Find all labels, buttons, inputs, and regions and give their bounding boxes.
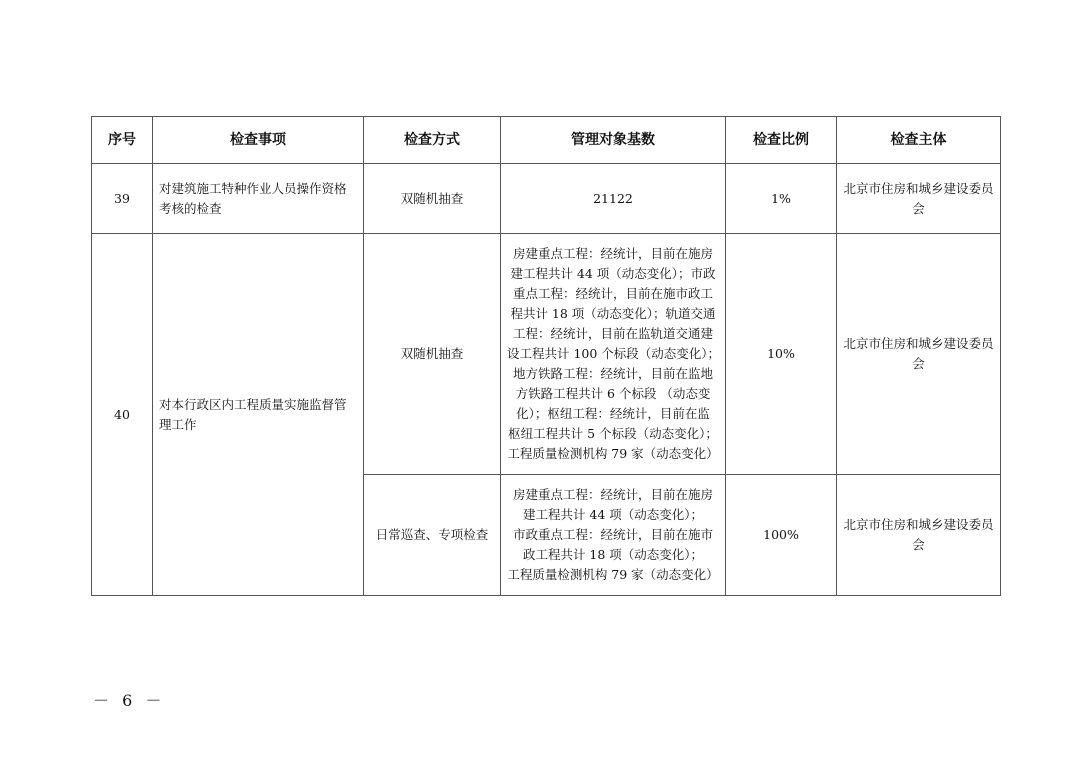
basis-line: 方铁路工程共计 6 个标段 （动态变 (515, 386, 711, 401)
row-management-basis (501, 164, 726, 234)
basis-line: 重点工程：经统计，目前在施市政工 (512, 286, 713, 301)
header-inspection-method: 检查方式 (364, 117, 501, 164)
row-inspection-agency: 北京市住房和城乡建设委员会 (837, 475, 1001, 596)
row-serial-number: 39 (92, 164, 153, 234)
basis-line: 房建重点工程：经统计，目前在施房 (512, 246, 713, 261)
row-management-basis (501, 475, 726, 596)
row-inspection-method: 双随机抽查 (364, 164, 501, 234)
row-inspection-agency: 北京市住房和城乡建设委员会 (837, 234, 1001, 475)
row-inspection-ratio: 1% (726, 164, 837, 234)
basis-line: 政工程共计 18 项（动态变化）； (522, 547, 704, 562)
row-inspection-ratio: 100% (726, 475, 837, 596)
basis-line: 地方铁路工程：经统计，目前在监地 (512, 366, 713, 381)
row-inspection-item: 对建筑施工特种作业人员操作资格考核的检查 (153, 164, 364, 234)
basis-line: 程共计 18 项（动态变化）；轨道交通 (510, 306, 716, 321)
basis-line: 建工程共计 44 项（动态变化）；市政 (510, 266, 716, 281)
row-management-basis (501, 234, 726, 475)
header-management-basis: 管理对象基数 (501, 117, 726, 164)
basis-line: 房建重点工程：经统计，目前在施房 (512, 487, 713, 502)
row-inspection-item: 对本行政区内工程质量实施监督管理工作 (153, 234, 364, 596)
basis-line: 工程质量检测机构 79 家（动态变化） (507, 446, 719, 461)
page-number: － 6 － (93, 691, 166, 710)
row-inspection-ratio: 10% (726, 234, 837, 475)
basis-line: 设工程共计 100 个标段（动态变化）； (507, 346, 721, 361)
row-inspection-agency: 北京市住房和城乡建设委员会 (837, 164, 1001, 234)
row-inspection-method: 双随机抽查 (364, 234, 501, 475)
header-inspection-ratio: 检查比例 (726, 117, 837, 164)
inspection-table (91, 116, 1001, 596)
header-serial-number: 序号 (92, 117, 153, 164)
row-inspection-method: 日常巡查、专项检查 (364, 475, 501, 596)
basis-line: 工程：经统计，目前在监轨道交通建 (512, 326, 713, 341)
table-row (92, 164, 1001, 234)
row-serial-number: 40 (92, 234, 153, 596)
basis-line: 21122 (593, 190, 633, 206)
basis-line: 建工程共计 44 项（动态变化）； (522, 507, 704, 522)
header-inspection-item: 检查事项 (153, 117, 364, 164)
table-row (92, 234, 1001, 475)
header-inspection-agency: 检查主体 (837, 117, 1001, 164)
basis-line: 工程质量检测机构 79 家（动态变化） (507, 567, 719, 582)
basis-line: 枢纽工程共计 5 个标段（动态变化）； (508, 426, 718, 441)
basis-line: 化）；枢纽工程：经统计，目前在监 (516, 406, 710, 421)
table-header-row (92, 117, 1001, 164)
basis-line: 市政重点工程：经统计，目前在施市 (512, 527, 713, 542)
